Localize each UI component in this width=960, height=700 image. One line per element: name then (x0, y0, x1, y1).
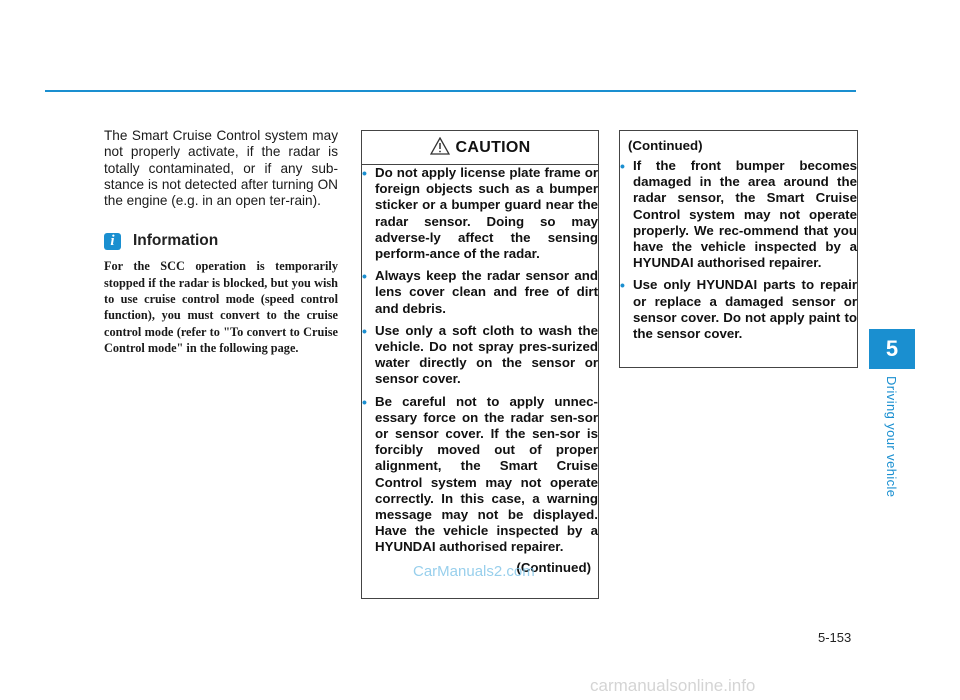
continued-box (619, 130, 858, 368)
information-text: For the SCC operation is temporarily stopped if the radar is blocked, but you wish to use cruise control mode (speed control function), you must convert to the cruise control mode (refer to "To convert to Cruise Control mode" in the following page. (104, 259, 338, 355)
watermark: CarManuals2.com (413, 563, 535, 580)
footer-watermark: carmanualsonline.info (590, 676, 756, 695)
intro-paragraph: The Smart Cruise Control system may not properly activate, if the radar is totally contaminated, or if any sub-stance is not detected after turning ON the engine (e.g. in an open ter-rain). (104, 128, 338, 209)
information-header (104, 232, 338, 250)
page-number: 5-153 (818, 630, 852, 645)
continued-list (620, 158, 857, 342)
caution-item: • Use only a soft cloth to wash the vehicle. Do not spray pres-surized water directly on the sensor or sensor cover. (362, 323, 598, 388)
caution-list (362, 165, 598, 556)
chapter-label: Driving your vehicle (884, 376, 899, 498)
top-rule (45, 90, 856, 92)
chapter-number-tab: 5 (869, 329, 915, 369)
caution-title: CAUTION (455, 138, 531, 156)
caution-box (361, 130, 599, 599)
left-column (104, 128, 338, 356)
caution-item: • Be careful not to apply unnec-essary force on the radar sen-sor or sensor cover. If the sen-sor is forcibly moved out of proper alignment, the Smart Cruise Control system may not operate correctly. In this case, a warning message may not be displayed. Have the vehicle inspected by a HYUNDAI authorised repairer. (362, 394, 598, 556)
continued-item: • If the front bumper becomes damaged in the area around the radar sensor, the Smart Cruise Control system may not operate properly. We rec-ommend that you have the vehicle inspected by a HYUNDAI authorised repairer. (620, 158, 857, 271)
information-title: Information (133, 232, 219, 250)
info-icon: i (104, 233, 121, 250)
caution-continued: (Continued) (516, 559, 591, 575)
caution-header (362, 131, 598, 165)
continued-header: (Continued) (628, 138, 703, 153)
caution-item: • Always keep the radar sensor and lens cover clean and free of dirt and debris. (362, 268, 598, 317)
warning-triangle-icon (430, 137, 450, 155)
continued-item: • Use only HYUNDAI parts to repair or replace a damaged sensor or sensor cover. Do not apply paint to the sensor cover. (620, 277, 857, 342)
caution-item: • Do not apply license plate frame or foreign objects such as a bumper sticker or a bumper guard near the radar sensor. Doing so may adverse-ly affect the sensing perform-ance of the radar. (362, 165, 598, 262)
